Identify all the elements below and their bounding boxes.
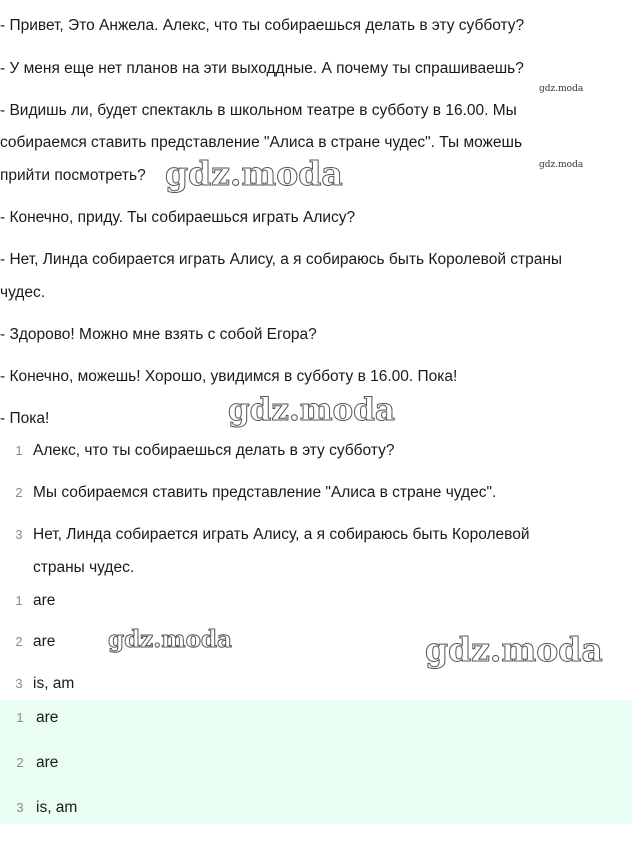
answer-number: 3 bbox=[16, 800, 24, 815]
list-number: 3 bbox=[15, 676, 23, 691]
dialogue-line: - Привет, Это Анжела. Алекс, что ты собираешься делать в эту субботу? bbox=[0, 17, 525, 34]
answer-number: 1 bbox=[16, 710, 24, 725]
watermark-small: gdz.moda bbox=[539, 84, 584, 94]
list-item: Мы собираемся ставить представление "Алиса в стране чудес". bbox=[33, 484, 497, 501]
list-number: 2 bbox=[15, 485, 23, 500]
dialogue-line: - Конечно, приду. Ты собираешься играть Алису? bbox=[0, 209, 356, 226]
answer-number: 2 bbox=[16, 755, 24, 770]
dialogue-line: - Конечно, можешь! Хорошо, увидимся в субботу в 16.00. Пока! bbox=[0, 368, 458, 385]
list-item: are bbox=[33, 633, 56, 650]
answer-item: are bbox=[36, 709, 59, 726]
dialogue-line: чудес. bbox=[0, 284, 46, 301]
watermark-large: gdz.moda bbox=[425, 630, 603, 669]
dialogue-line: - Пока! bbox=[0, 410, 50, 427]
dialogue-line: - Видишь ли, будет спектакль в школьном театре в субботу в 16.00. Мы bbox=[0, 102, 517, 119]
list-number: 3 bbox=[15, 527, 23, 542]
list-item: Нет, Линда собирается играть Алису, а я собираюсь быть Королевой bbox=[33, 526, 530, 543]
watermark-large: gdz.moda bbox=[228, 392, 395, 428]
list-item: are bbox=[33, 592, 56, 609]
answer-box bbox=[0, 700, 632, 824]
answer-item: is, am bbox=[36, 799, 78, 816]
dialogue-line: собираемся ставить представление "Алиса в стране чудес". Ты можешь bbox=[0, 134, 523, 151]
list-item: is, am bbox=[33, 675, 75, 692]
watermark-large: gdz.moda bbox=[165, 154, 343, 193]
watermark-large: gdz.moda bbox=[108, 626, 232, 653]
dialogue-line: - Здорово! Можно мне взять с собой Егора? bbox=[0, 326, 317, 343]
dialogue-line: - Нет, Линда собирается играть Алису, а я собираюсь быть Королевой страны bbox=[0, 251, 563, 268]
dialogue-line: - У меня еще нет планов на эти выходдные. А почему ты спрашиваешь? bbox=[0, 60, 524, 77]
list-item: Алекс, что ты собираешься делать в эту субботу? bbox=[33, 442, 395, 459]
answer-item: are bbox=[36, 754, 59, 771]
watermark-small: gdz.moda bbox=[539, 160, 584, 170]
dialogue-line: прийти посмотреть? bbox=[0, 167, 146, 184]
list-number: 1 bbox=[15, 443, 23, 458]
list-number: 1 bbox=[15, 593, 23, 608]
list-number: 2 bbox=[15, 634, 23, 649]
list-item-continuation: страны чудес. bbox=[33, 559, 135, 576]
